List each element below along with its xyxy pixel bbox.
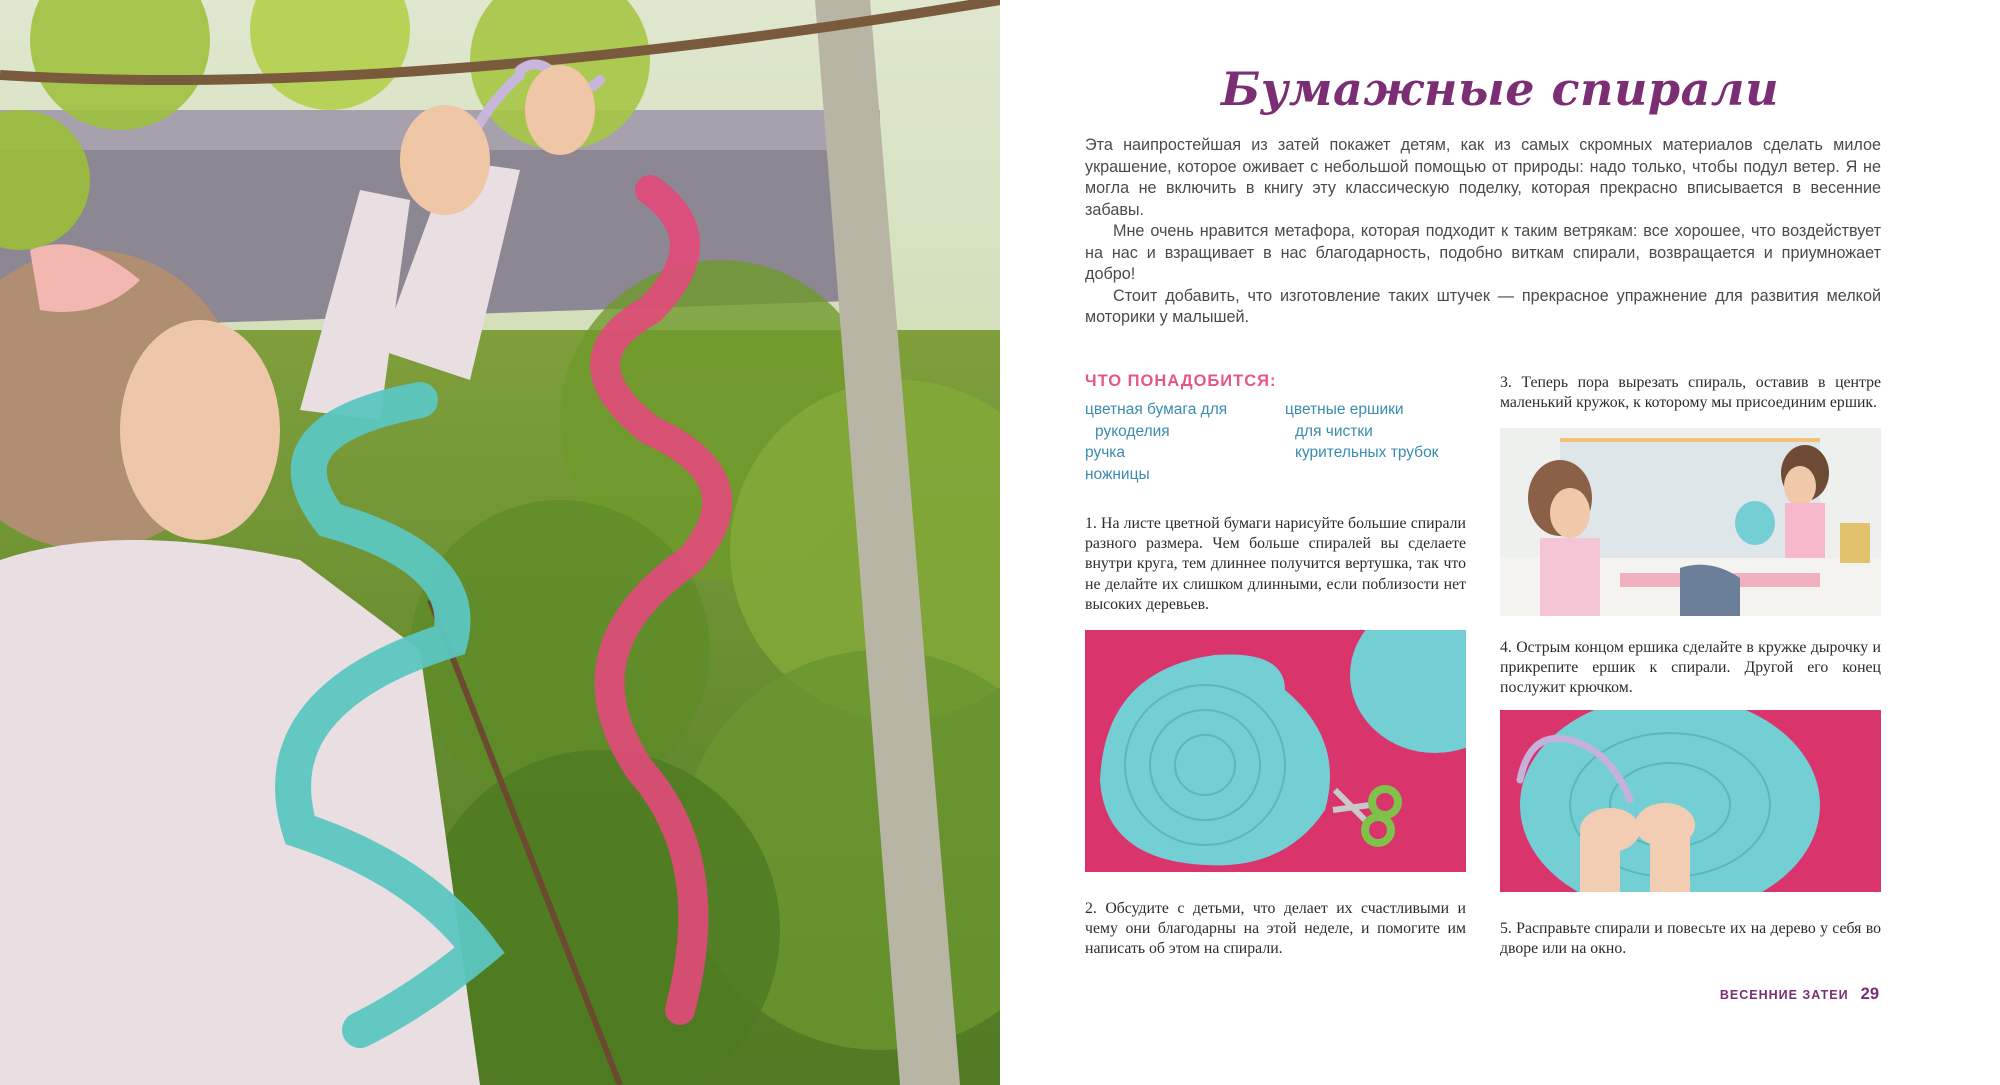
list-item: рукоделия (1095, 422, 1170, 440)
page-title: Бумажные спирали (1220, 62, 1780, 116)
step-1-photo (1085, 630, 1466, 872)
materials-heading: ЧТО ПОНАДОБИТСЯ: (1085, 372, 1277, 390)
page-footer (1720, 985, 1879, 1004)
step-5-text: 5. Расправьте спирали и повесьте их на дерево у себя во дворе или на окно. (1500, 920, 1881, 958)
list-item: ручка (1085, 444, 1126, 462)
step-3-photo (1500, 428, 1881, 616)
step-3-text: 3. Теперь пора вырезать спираль, оставив в центре маленький кружок, к которому мы присоединим ершик. (1500, 374, 1881, 412)
section-name: ВЕСЕННИЕ ЗАТЕИ (1719, 988, 1849, 1002)
list-item: для чистки (1295, 422, 1373, 440)
content-page (1000, 0, 2000, 1085)
intro-paragraph: Эта наипростейшая из затей покажет детям, как из самых скромных материалов сделать милое украшение, которое оживает с небольшой помощью от природы: надо только, чтобы подул ветер. Я не могла не включить в книгу эту классическую поделку, которая прекрасно вписывается в весенние забавы. (1085, 136, 1881, 219)
materials-list-left (1085, 399, 1227, 486)
list-item: курительных трубок (1295, 444, 1439, 462)
intro-paragraph: Мне очень нравится метафора, которая подходит к таким ветрякам: все хорошее, что воздействует на нас и взращивает в нас благодарность, подобно виткам спирали, возвращается и приумножает добро! (1085, 222, 1881, 283)
page-number: 29 (1860, 985, 1879, 1003)
step-1-text: 1. На листе цветной бумаги нарисуйте большие спирали разного размера. Чем больше спиралей вы сделаете внутри круга, тем длиннее получится вертушка, так что не делайте их слишком длинными, если поблизости нет высоких деревьев. (1085, 515, 1466, 613)
list-item: цветные ершики (1285, 401, 1404, 418)
intro-text (1085, 135, 1881, 329)
materials-list-right (1285, 399, 1438, 464)
step-2-text: 2. Обсудите с детьми, что делает их счастливыми и чему они благодарны на этой неделе, и помогите им написать об этом на спирали. (1085, 900, 1466, 958)
list-item: цветная бумага для (1085, 401, 1228, 418)
list-item: ножницы (1085, 466, 1150, 484)
step-4-text: 4. Острым концом ершика сделайте в кружке дырочку и прикрепите ершик к спирали. Другой его конец послужит крючком. (1500, 639, 1881, 697)
step-4-photo (1500, 710, 1881, 892)
intro-paragraph: Стоит добавить, что изготовление таких штучек — прекрасное упражнение для развития мелкой моторики у малышей. (1085, 286, 1881, 326)
